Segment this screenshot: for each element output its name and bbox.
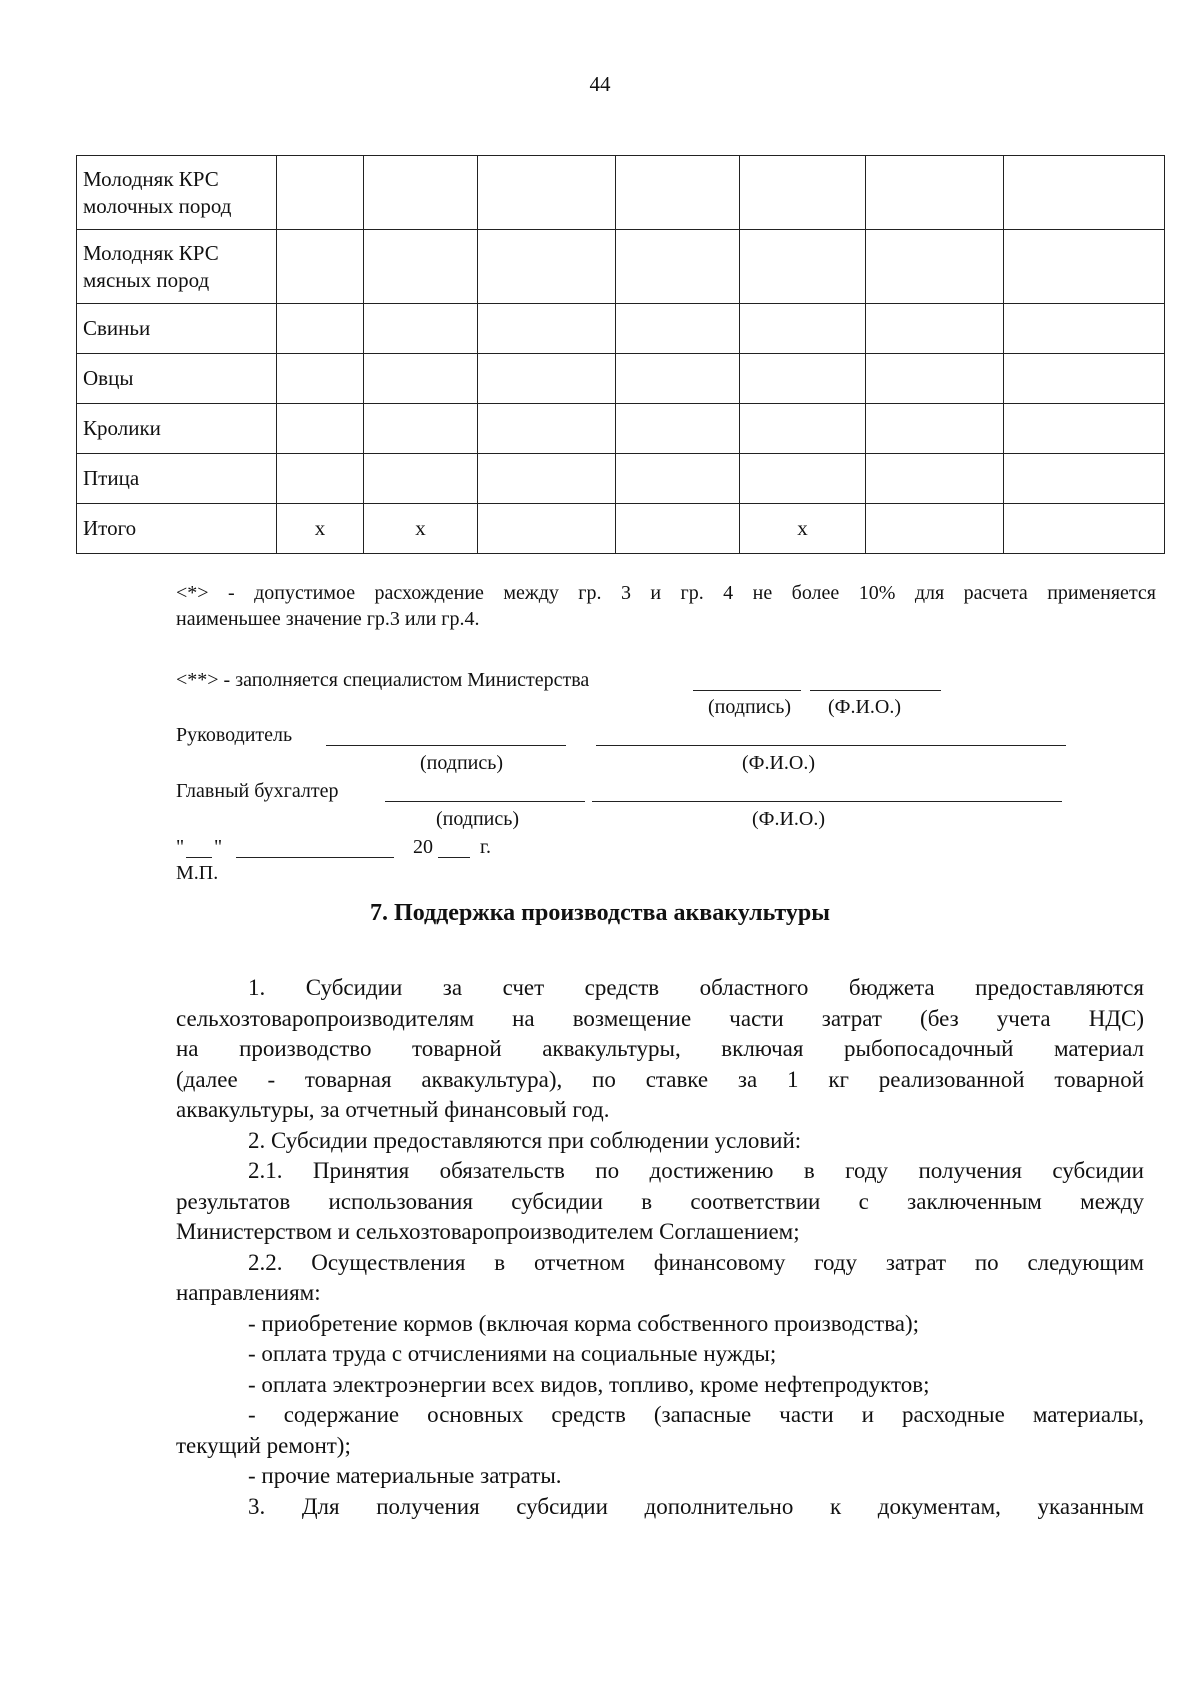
footnote-1-line-2: наименьшее значение гр.3 или гр.4. <box>176 608 480 630</box>
body-line: 3. Для получения субсидии дополнительно к документам, указанным <box>248 1493 1144 1519</box>
table-row <box>77 354 1165 404</box>
table-cell <box>740 354 866 404</box>
body-line: на производство товарной аквакультуры, включая рыбопосадочный материал <box>176 1036 1144 1061</box>
table-cell <box>478 304 616 354</box>
table-cell <box>277 354 364 404</box>
head-podpis-caption: (подпись) <box>420 752 504 774</box>
head-fio-line <box>596 745 1066 746</box>
table-row <box>77 404 1165 454</box>
table-cell <box>616 230 740 304</box>
table-cell <box>364 156 478 230</box>
livestock-table <box>76 155 1165 554</box>
page-number: 44 <box>589 72 611 96</box>
stamp-label: М.П. <box>176 862 219 884</box>
table-cell <box>364 454 478 504</box>
row-label: Молодняк КРС молочных пород <box>77 156 277 230</box>
table-cell <box>866 504 1004 554</box>
table-cell: х <box>740 504 866 554</box>
table-cell <box>866 454 1004 504</box>
table-cell <box>866 404 1004 454</box>
table-cell <box>1004 156 1165 230</box>
body-line: текущий ремонт); <box>176 1432 351 1458</box>
body-line: 2. Субсидии предоставляются при соблюдении условий: <box>248 1127 802 1153</box>
table-cell <box>616 304 740 354</box>
body-line: - оплата труда с отчислениями на социальные нужды; <box>248 1341 777 1366</box>
table-cell <box>277 454 364 504</box>
head-label: Руководитель <box>176 724 293 746</box>
date-quote-close: " <box>214 836 223 858</box>
row-label: Итого <box>77 504 277 554</box>
row-label: Молодняк КРС мясных пород <box>77 230 277 304</box>
table-cell <box>740 454 866 504</box>
table-cell <box>616 354 740 404</box>
date-quote-open: " <box>176 836 185 858</box>
accountant-fio-line <box>592 801 1062 802</box>
body-line: аквакультуры, за отчетный финансовый год. <box>176 1097 610 1122</box>
table-cell <box>364 354 478 404</box>
body-line: 2.2. Осуществления в отчетном финансовому году затрат по следующим <box>248 1249 1144 1275</box>
body-line: - содержание основных средств (запасные части и расходные материалы, <box>248 1402 1144 1427</box>
row-label: Свиньи <box>77 304 277 354</box>
table-cell <box>616 404 740 454</box>
date-month-line <box>236 857 394 858</box>
body-line: результатов использования субсидии в соответствии с заключенным между <box>176 1188 1144 1214</box>
table-cell <box>478 404 616 454</box>
accountant-fio-caption: (Ф.И.О.) <box>752 808 826 830</box>
date-day-line <box>186 857 212 858</box>
table-cell <box>277 230 364 304</box>
table-cell: х <box>364 504 478 554</box>
table-cell <box>1004 454 1165 504</box>
head-signature-line <box>326 745 566 746</box>
table-row <box>77 230 1165 304</box>
footnote-2: <**> - заполняется специалистом Министерства <box>176 669 590 691</box>
table-cell <box>277 404 364 454</box>
table-cell <box>740 156 866 230</box>
table-cell <box>478 156 616 230</box>
row-label: Птица <box>77 454 277 504</box>
table-cell <box>1004 504 1165 554</box>
table-cell <box>616 454 740 504</box>
table-cell <box>364 304 478 354</box>
accountant-podpis-caption: (подпись) <box>436 808 520 830</box>
accountant-signature-line <box>385 801 585 802</box>
body-line: 1. Субсидии за счет средств областного бюджета предоставляются <box>248 975 1144 1000</box>
table-cell <box>277 156 364 230</box>
body-line: 2.1. Принятия обязательств по достижению в году получения субсидии <box>248 1158 1144 1183</box>
table-cell <box>364 404 478 454</box>
ministry-fio-caption: (Ф.И.О.) <box>828 696 902 718</box>
body-line: сельхозтоваропроизводителям на возмещение части затрат (без учета НДС) <box>176 1005 1144 1031</box>
body-line: - оплата электроэнергии всех видов, топливо, кроме нефтепродуктов; <box>248 1371 930 1397</box>
ministry-podpis-caption: (подпись) <box>708 696 792 718</box>
section-heading: 7. Поддержка производства аквакультуры <box>370 900 830 926</box>
table-row <box>77 504 1165 554</box>
table-cell <box>866 230 1004 304</box>
table-cell <box>1004 230 1165 304</box>
table-cell <box>1004 304 1165 354</box>
ministry-signature-line <box>693 690 801 691</box>
body-line: Министерством и сельхозтоваропроизводителем Соглашением; <box>176 1219 800 1244</box>
ministry-fio-line <box>810 690 941 691</box>
table-cell <box>866 304 1004 354</box>
date-year-prefix: 20 <box>413 836 433 858</box>
table-cell <box>478 230 616 304</box>
date-suffix: г. <box>480 836 491 858</box>
row-label: Кролики <box>77 404 277 454</box>
body-line: направлениям: <box>176 1280 321 1305</box>
table-cell <box>866 354 1004 404</box>
table-row <box>77 156 1165 230</box>
table-cell <box>478 354 616 404</box>
table-cell <box>277 304 364 354</box>
date-year-line <box>438 857 470 858</box>
section-body <box>176 973 1144 1522</box>
table-cell <box>616 156 740 230</box>
table-cell <box>364 230 478 304</box>
table-cell <box>1004 354 1165 404</box>
table-cell <box>740 304 866 354</box>
table-cell <box>478 454 616 504</box>
table-row <box>77 304 1165 354</box>
table-cell <box>616 504 740 554</box>
table-row <box>77 454 1165 504</box>
table-cell <box>1004 404 1165 454</box>
accountant-label: Главный бухгалтер <box>176 780 339 802</box>
head-fio-caption: (Ф.И.О.) <box>742 752 816 774</box>
table-cell <box>478 504 616 554</box>
body-line: - прочие материальные затраты. <box>248 1463 562 1488</box>
table-cell: х <box>277 504 364 554</box>
row-label: Овцы <box>77 354 277 404</box>
table-cell <box>866 156 1004 230</box>
table-cell <box>740 404 866 454</box>
footnote-1-line-1: <*> - допустимое расхождение между гр. 3 и гр. 4 не более 10% для расчета применяется <box>176 582 1156 604</box>
body-line: - приобретение кормов (включая корма собственного производства); <box>248 1310 920 1336</box>
table-cell <box>740 230 866 304</box>
body-line: (далее - товарная аквакультура), по ставке за 1 кг реализованной товарной <box>176 1066 1144 1092</box>
